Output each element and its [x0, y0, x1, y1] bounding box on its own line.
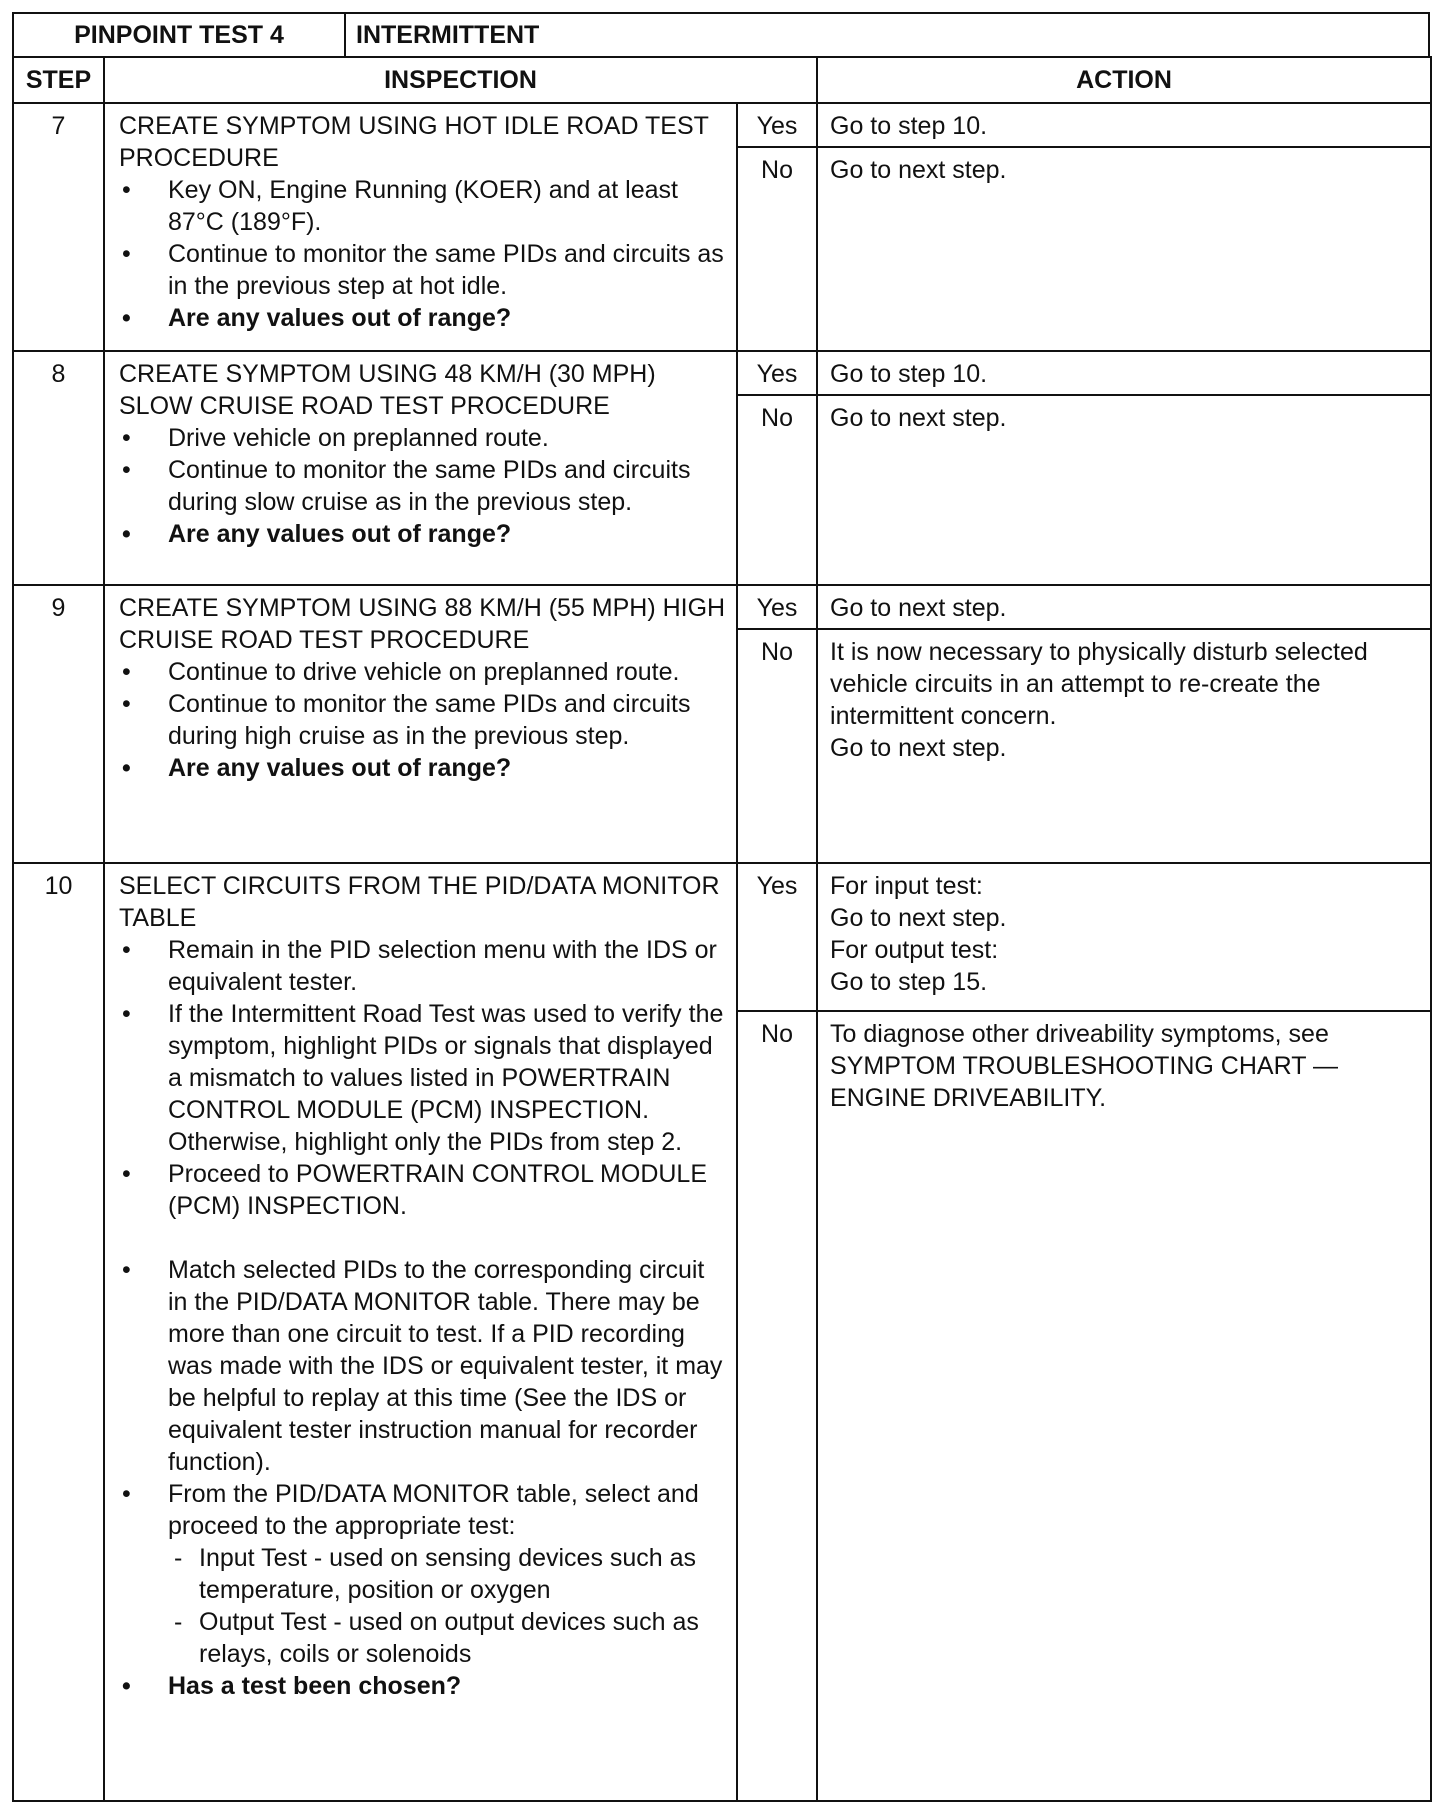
yes-action-line: Go to next step.	[830, 904, 1007, 932]
bullet-list	[119, 656, 726, 784]
no-label: No	[737, 147, 817, 351]
column-header-inspection: INSPECTION	[104, 57, 817, 103]
no-action: Go to next step.	[817, 147, 1431, 351]
yes-label: Yes	[737, 351, 817, 395]
column-header-action: ACTION	[817, 57, 1431, 103]
no-label: No	[737, 395, 817, 585]
yes-action: Go to step 10.	[817, 103, 1431, 147]
list-item: • Remain in the PID selection menu with the IDS or equivalent tester.	[119, 934, 726, 998]
yes-action: Go to step 10.	[817, 351, 1431, 395]
list-item-text: • From the PID/DATA MONITOR table, select and proceed to the appropriate test:	[168, 1480, 699, 1540]
step-inspection	[104, 863, 737, 1801]
test-label: PINPOINT TEST 4	[14, 14, 346, 56]
no-action-next: Go to next step.	[830, 734, 1007, 762]
list-item-continuation: Otherwise, highlight only the PIDs from step 2.	[168, 1128, 683, 1156]
list-item-text: • If the Intermittent Road Test was used to verify the symptom, highlight PIDs or signals that displayed a mismatch to values listed in POWERTRAIN CONTROL MODULE (PCM) INSPECTION.	[168, 1000, 724, 1124]
sub-list-item: - Input Test - used on sensing devices such as temperature, position or oxygen	[168, 1542, 726, 1606]
step-question: • Are any values out of range?	[119, 752, 726, 784]
step-title: CREATE SYMPTOM USING HOT IDLE ROAD TEST PROCEDURE	[119, 112, 709, 172]
yes-label: Yes	[737, 103, 817, 147]
step-inspection	[104, 103, 737, 351]
bullet-list	[119, 422, 726, 550]
yes-action-line: Go to step 15.	[830, 968, 988, 996]
step-inspection	[104, 585, 737, 863]
step-question: • Are any values out of range?	[119, 518, 726, 550]
step-number: 8	[13, 351, 104, 585]
list-item	[119, 1478, 726, 1670]
list-item: • Match selected PIDs to the corresponding circuit in the PID/DATA MONITOR table. There may be more than one circuit to test. If a PID recording was made with the IDS or equivalent tester, it may be helpful to replay at this time (See the IDS or equivalent tester instruction manual for recorder function).	[119, 1254, 726, 1478]
step-question: • Has a test been chosen?	[119, 1670, 726, 1702]
yes-action-line: For input test:	[830, 872, 983, 900]
list-item: • Key ON, Engine Running (KOER) and at least 87°C (189°F).	[119, 174, 726, 238]
step-title: CREATE SYMPTOM USING 88 KM/H (55 MPH) HIGH CRUISE ROAD TEST PROCEDURE	[119, 594, 726, 654]
table-row	[13, 863, 1431, 1011]
list-item	[119, 998, 726, 1158]
test-title-bar	[12, 12, 1430, 56]
list-item: • Continue to monitor the same PIDs and circuits during high cruise as in the previous step.	[119, 688, 726, 752]
yes-action	[817, 863, 1431, 1011]
step-title: CREATE SYMPTOM USING 48 KM/H (30 MPH) SLOW CRUISE ROAD TEST PROCEDURE	[119, 360, 656, 420]
no-action: To diagnose other driveability symptoms, see SYMPTOM TROUBLESHOOTING CHART — ENGINE DRIVEABILITY.	[817, 1011, 1431, 1801]
column-header-row	[13, 57, 1431, 103]
yes-label: Yes	[737, 863, 817, 1011]
table-row	[13, 585, 1431, 629]
bullet-list	[119, 934, 726, 1702]
table-row	[13, 351, 1431, 395]
list-item: • Continue to monitor the same PIDs and circuits as in the previous step at hot idle.	[119, 238, 726, 302]
list-item: • Continue to drive vehicle on preplanned route.	[119, 656, 726, 688]
no-action-text: It is now necessary to physically disturb selected vehicle circuits in an attempt to re-create the intermittent concern.	[830, 638, 1368, 730]
yes-action-line: For output test:	[830, 936, 999, 964]
step-number: 10	[13, 863, 104, 1801]
no-action	[817, 629, 1431, 863]
yes-action: Go to next step.	[817, 585, 1431, 629]
table-row	[13, 103, 1431, 147]
step-inspection	[104, 351, 737, 585]
no-action: Go to next step.	[817, 395, 1431, 585]
sub-list-item: - Output Test - used on output devices such as relays, coils or solenoids	[168, 1606, 726, 1670]
sub-list	[168, 1542, 726, 1670]
yes-label: Yes	[737, 585, 817, 629]
no-label: No	[737, 1011, 817, 1801]
list-item: • Continue to monitor the same PIDs and circuits during slow cruise as in the previous step.	[119, 454, 726, 518]
pinpoint-test-table	[12, 56, 1432, 1802]
step-title: SELECT CIRCUITS FROM THE PID/DATA MONITOR TABLE	[119, 872, 720, 932]
step-number: 9	[13, 585, 104, 863]
no-label: No	[737, 629, 817, 863]
pinpoint-test-page	[12, 12, 1430, 1802]
list-item: • Drive vehicle on preplanned route.	[119, 422, 726, 454]
list-item: • Proceed to POWERTRAIN CONTROL MODULE (PCM) INSPECTION.	[119, 1158, 726, 1222]
step-question: • Are any values out of range?	[119, 302, 726, 334]
column-header-step: STEP	[13, 57, 104, 103]
test-name: INTERMITTENT	[356, 20, 540, 49]
step-number: 7	[13, 103, 104, 351]
bullet-list	[119, 174, 726, 334]
